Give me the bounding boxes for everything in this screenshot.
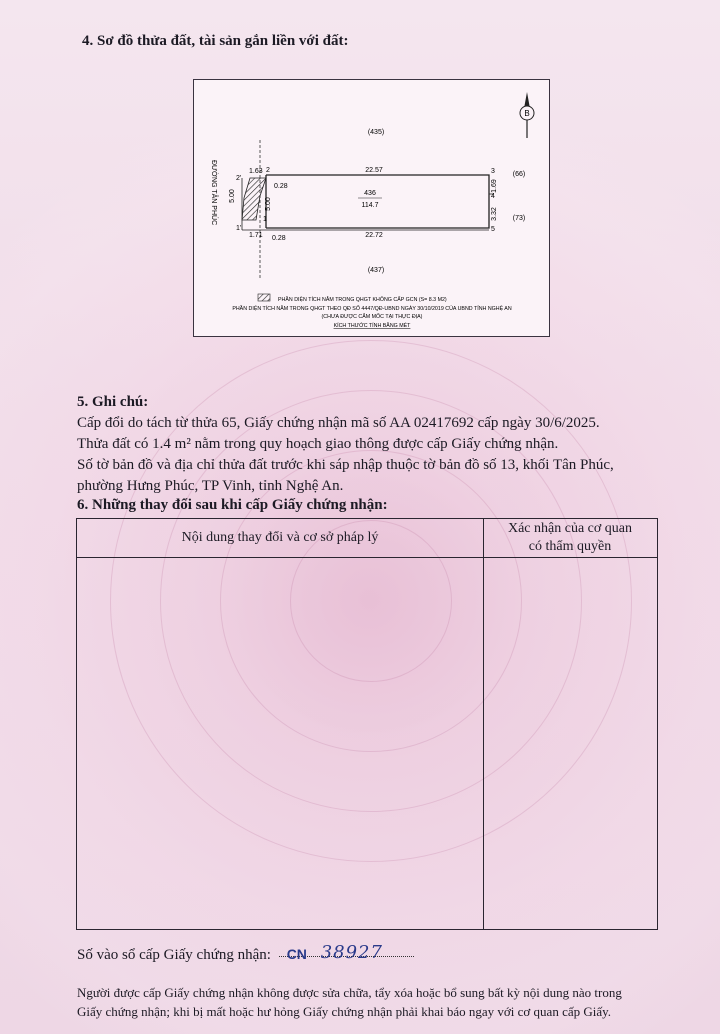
road-reserve-hatch (242, 178, 266, 220)
legend-line-1: PHẦN DIỆN TÍCH NẰM TRONG QHGT KHÔNG CẤP GCN (S= 8.3 M2) (278, 297, 447, 303)
legend-line-4: KÍCH THƯỚC TÍNH BẰNG MÉT (333, 323, 411, 329)
registry-dotted-line (279, 942, 414, 963)
parcel-diagram (194, 80, 549, 336)
registry-row (77, 942, 414, 964)
point-2prime: 2' (236, 175, 242, 182)
table-column-divider (483, 519, 484, 929)
point-4: 4 (491, 193, 495, 200)
table-header-divider (77, 557, 657, 558)
note-line-3: Số tờ bản đồ và địa chỉ thửa đất trước khi sáp nhập thuộc tờ bản đồ số 13, khối Tân Phúc, (77, 457, 614, 473)
legend-line-3: (CHƯA ĐƯỢC CẮM MỐC TẠI THỰC ĐỊA) (321, 314, 423, 320)
footer-line-2: Giấy chứng nhận; khi bị mất hoặc hư hỏng Giấy chứng nhận phải khai báo ngay với cơ quan cấp Giấy. (77, 1004, 612, 1019)
column-header-confirmation-line1: Xác nhận của cơ quan (507, 521, 632, 536)
registry-label: Số vào sổ cấp Giấy chứng nhận: (77, 947, 271, 963)
column-header-changes: Nội dung thay đổi và cơ sở pháp lý (181, 530, 379, 545)
neighbor-437: (437) (367, 267, 385, 274)
dim-right-lower: 3.32 (491, 207, 498, 221)
note-line-1: Cấp đổi do tách từ thửa 65, Giấy chứng nhận mã số AA 02417692 cấp ngày 30/6/2025. (77, 415, 600, 431)
point-2: 2 (266, 167, 270, 174)
column-header-confirmation-line2: có thẩm quyền (528, 539, 612, 554)
section-4-heading: 4. Sơ đồ thửa đất, tài sản gắn liền với đất: (82, 33, 349, 49)
dim-side-inner: 5.00 (265, 197, 272, 211)
dim-left-bottom: 1.71 (249, 232, 263, 239)
registry-number: 38927 (320, 942, 383, 963)
note-line-2: Thửa đất có 1.4 m² nằm trong quy hoạch giao thông được cấp Giấy chứng nhận. (77, 436, 559, 452)
legend-hatch-swatch (258, 294, 270, 301)
dim-side-outer: 5.00 (229, 189, 236, 203)
note-line-4: phường Hưng Phúc, TP Vinh, tỉnh Nghệ An. (77, 478, 344, 494)
section-5-heading: 5. Ghi chú: (77, 394, 149, 410)
changes-table (76, 518, 658, 930)
parcel-map (193, 79, 550, 337)
street-label: ĐƯỜNG TÂN PHÚC (210, 160, 217, 226)
parcel-number: 436 (364, 190, 376, 197)
footer-line-1: Người được cấp Giấy chứng nhận không được sửa chữa, tẩy xóa hoặc bổ sung bất kỳ nội dung nào trong (77, 985, 622, 1000)
dim-top: 22.57 (365, 167, 383, 174)
neighbor-73: (73) (512, 215, 526, 222)
legend-line-2: PHẦN DIỆN TÍCH NẰM TRONG QHGT THEO QĐ SỐ 4447/QĐ-UBND NGÀY 30/10/2019 CỦA UBND TỈNH NGHỆ AN (232, 306, 512, 312)
dim-right-upper: 1.69 (491, 179, 498, 193)
north-label: B (524, 109, 530, 118)
column-header-confirmation (483, 519, 657, 557)
point-3: 3 (491, 168, 495, 175)
dim-offset-bottom: 0.28 (272, 235, 286, 242)
point-1prime: 1' (236, 225, 242, 232)
parcel-area: 114.7 (361, 202, 379, 209)
neighbor-435: (435) (367, 129, 385, 136)
point-1: 1 (263, 216, 267, 223)
dim-left-top: 1.63 (249, 168, 263, 175)
point-5: 5 (491, 226, 495, 233)
dim-offset-top: 0.28 (274, 183, 288, 190)
registry-prefix: CN (286, 946, 307, 962)
north-arrow-icon (520, 92, 534, 138)
section-6-heading: 6. Những thay đổi sau khi cấp Giấy chứng nhận: (77, 497, 388, 513)
dim-bottom: 22.72 (365, 232, 383, 239)
neighbor-66: (66) (512, 171, 526, 178)
